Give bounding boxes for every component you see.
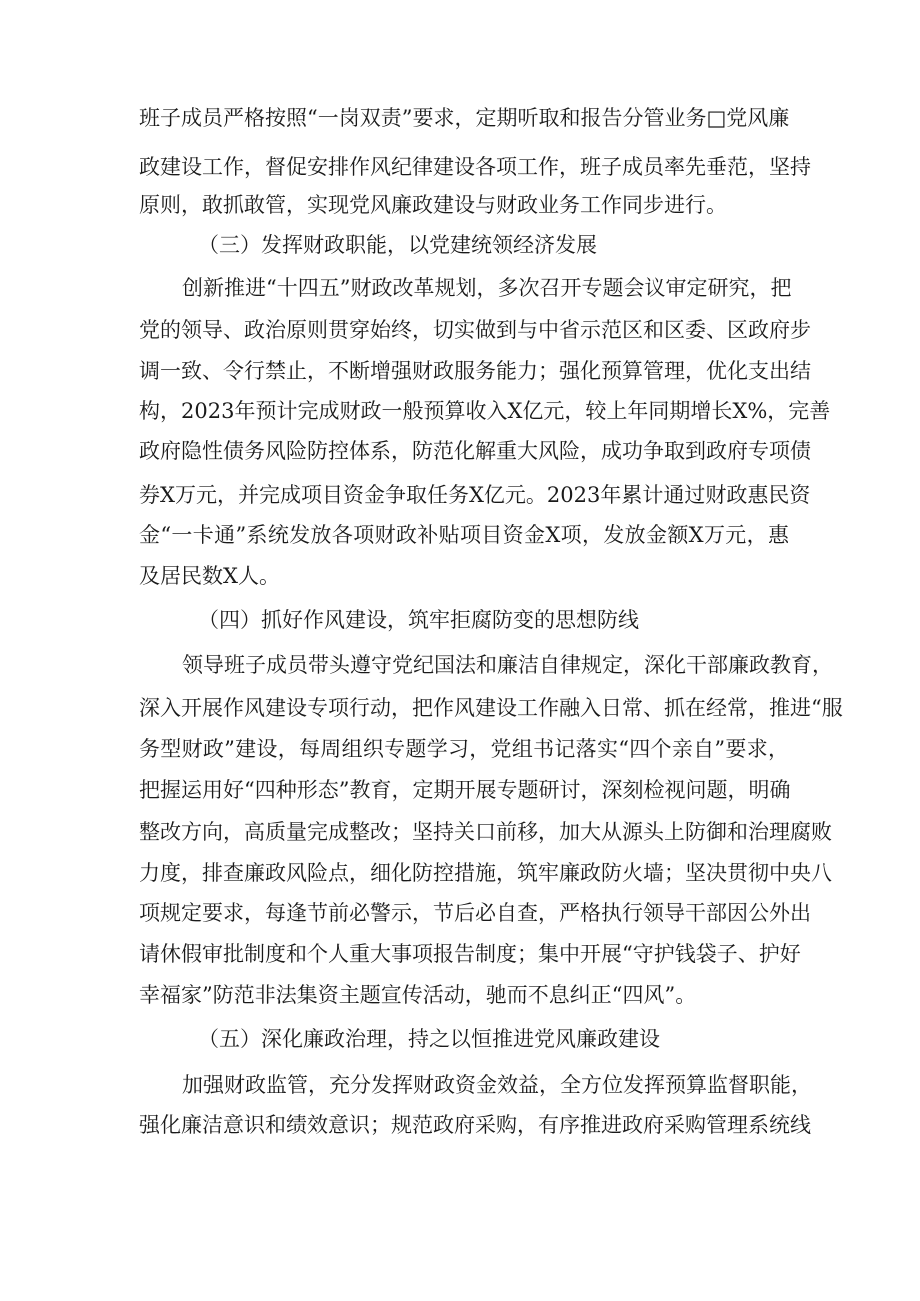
paragraph-line: 构，2023年预计完成财政一般预算收入X亿元，较上年同期增长X%，完善 xyxy=(139,399,831,423)
paragraph-line: 创新推进“十四五”财政改革规划，多次召开专题会议审定研究，把 xyxy=(182,276,792,300)
paragraph-line: 券X万元，并完成项目资金争取任务X亿元。2023年累计通过财政惠民资 xyxy=(139,483,811,507)
paragraph-line: 政建设工作，督促安排作风纪律建设各项工作，班子成员率先垂范，坚持 xyxy=(139,155,811,179)
paragraph-line: 力度，排查廉政风险点，细化防控措施，筑牢廉政防火墙；坚决贯彻中央八 xyxy=(139,861,832,885)
paragraph-line: 领导班子成员带头遵守党纪国法和廉洁自律规定，深化干部廉政教育， xyxy=(182,653,833,677)
paragraph-line: 深入开展作风建设专项行动，把作风建设工作融入日常、抓在经常，推进“服 xyxy=(139,696,843,720)
paragraph-line: 及居民数X人。 xyxy=(139,564,280,588)
paragraph-line: 政府隐性债务风险防控体系，防范化解重大风险，成功争取到政府专项债 xyxy=(139,439,811,463)
paragraph-line: 务型财政”建设，每周组织专题学习，党组书记落实“四个亲自”要求， xyxy=(139,737,789,761)
paragraph-line: 班子成员严格按照“一岗双责”要求，定期听取和报告分管业务□党风廉 xyxy=(139,106,790,130)
section-heading-3: （三）发挥财政职能，以党建统领经济发展 xyxy=(198,233,597,257)
paragraph-line: 党的领导、政治原则贯穿始终，切实做到与中省示范区和区委、区政府步 xyxy=(139,318,811,342)
paragraph-line: 整改方向，高质量完成整改；坚持关口前移，加大从源头上防御和治理腐败 xyxy=(139,820,832,844)
paragraph-line: 强化廉洁意识和绩效意识；规范政府采购，有序推进政府采购管理系统线 xyxy=(139,1113,811,1137)
paragraph-line: 请休假审批制度和个人重大事项报告制度；集中开展“守护钱袋子、护好 xyxy=(139,942,801,966)
paragraph-line: 幸福家”防范非法集资主题宣传活动，驰而不息纠正“四风”。 xyxy=(139,983,697,1007)
section-heading-5: （五）深化廉政治理，持之以恒推进党风廉政建设 xyxy=(198,1027,660,1051)
paragraph-line: 项规定要求，每逢节前必警示，节后必自查，严格执行领导干部因公外出 xyxy=(139,901,811,925)
paragraph-line: 加强财政监管，充分发挥财政资金效益，全方位发挥预算监督职能， xyxy=(182,1073,812,1097)
paragraph-line: 把握运用好“四种形态”教育，定期开展专题研讨，深刻检视问题，明确 xyxy=(139,778,791,802)
paragraph-line: 调一致、令行禁止，不断增强财政服务能力；强化预算管理，优化支出结 xyxy=(139,359,811,383)
section-heading-4: （四）抓好作风建设，筑牢拒腐防变的思想防线 xyxy=(198,608,639,632)
paragraph-line: 原则，敢抓敢管，实现党风廉政建设与财政业务工作同步进行。 xyxy=(139,193,727,217)
paragraph-line: 金“一卡通”系统发放各项财政补贴项目资金X项，发放金额X万元，惠 xyxy=(139,523,789,547)
